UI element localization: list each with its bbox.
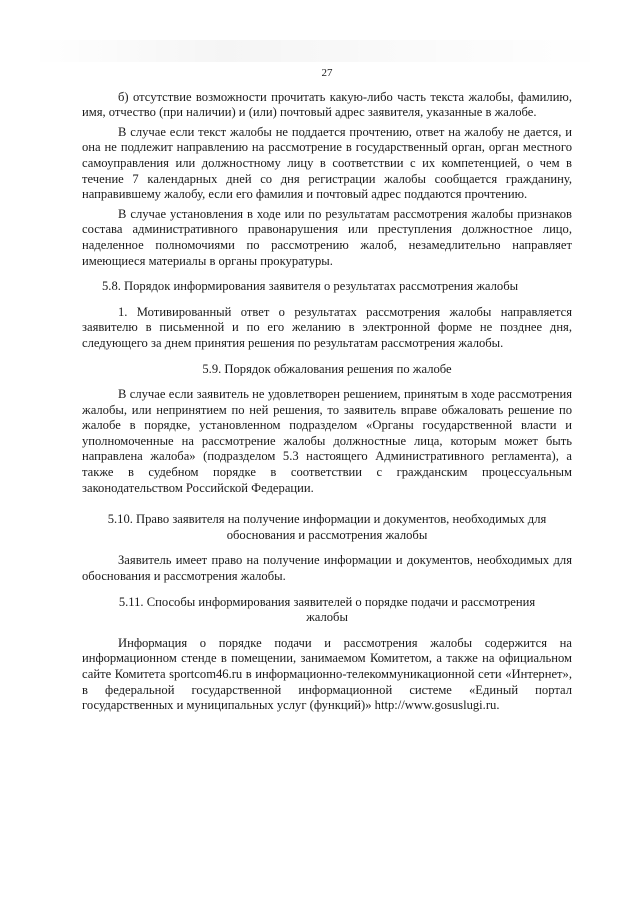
paragraph-prosecution: В случае установления в ходе или по результатам рассмотрения жалобы признаков состава административного правонарушения или преступления должностное лицо, наделенное полномочиями по рассмотрению жалоб, незамедлительно направляет имеющиеся материалы в органы прокуратуры. <box>82 206 572 268</box>
scan-smudge <box>30 40 610 62</box>
heading-5-10: 5.10. Право заявителя на получение информации и документов, необходимых для обоснования и рассмотрения жалобы <box>107 512 547 542</box>
paragraph-5-10: Заявитель имеет право на получение информации и документов, необходимых для обоснования и рассмотрения жалобы. <box>82 553 572 584</box>
heading-5-8: 5.8. Порядок информирования заявителя о результатах рассмотрения жалобы <box>102 279 519 294</box>
page-number: 27 <box>321 67 333 79</box>
document-page <box>82 60 572 718</box>
paragraph-b: б) отсутствие возможности прочитать какую-либо часть текста жалобы, фамилию, имя, отчество (при наличии) и (или) почтовый адрес заявителя, указанные в жалобе. <box>82 89 572 120</box>
paragraph-5-11: Информация о порядке подачи и рассмотрения жалобы содержится на информационном стенде в помещении, занимаемом Комитетом, а также на официальном сайте Комитета sportcom46.ru в информационно-телекоммуникационной сети «Интернет», в федеральной государственной информационной системе «Единый портал государственных и муниципальных услуг (функций)» http://www.gosuslugi.ru. <box>82 635 572 713</box>
heading-5-9: 5.9. Порядок обжалования решения по жалобе <box>202 361 452 376</box>
paragraph-unreadable: В случае если текст жалобы не поддается прочтению, ответ на жалобу не дается, и она не подлежит направлению на рассмотрение в государственный орган, орган местного самоуправления или должностному лицу в соответствии с их компетенцией, о чем в течение 7 календарных дней со дня регистрации жалобы сообщается гражданину, направившему жалобу, если его фамилия и почтовый адрес поддаются прочтению. <box>82 124 572 202</box>
paragraph-5-8: 1. Мотивированный ответ о результатах рассмотрения жалобы направляется заявителю в письменной и по его желанию в электронной форме не позднее дня, следующего за днем принятия решения по результатам рассмотрения жалобы. <box>82 304 572 350</box>
heading-5-11: 5.11. Способы информирования заявителей о порядке подачи и рассмотрения жалобы <box>118 594 536 625</box>
paragraph-5-9: В случае если заявитель не удовлетворен решением, принятым в ходе рассмотрения жалобы, или непринятием по ней решения, то заявитель вправе обжаловать решение по жалобе в порядке, установленном подразделом «Органы государственной власти и уполномоченные на рассмотрение жалобы должностные лица, которым может быть направлена жалоба» (подразделом 5.3 настоящего Административного регламента), а также в судебном порядке в соответствии с гражданским процессуальным законодательством Российской Федерации. <box>82 387 572 495</box>
